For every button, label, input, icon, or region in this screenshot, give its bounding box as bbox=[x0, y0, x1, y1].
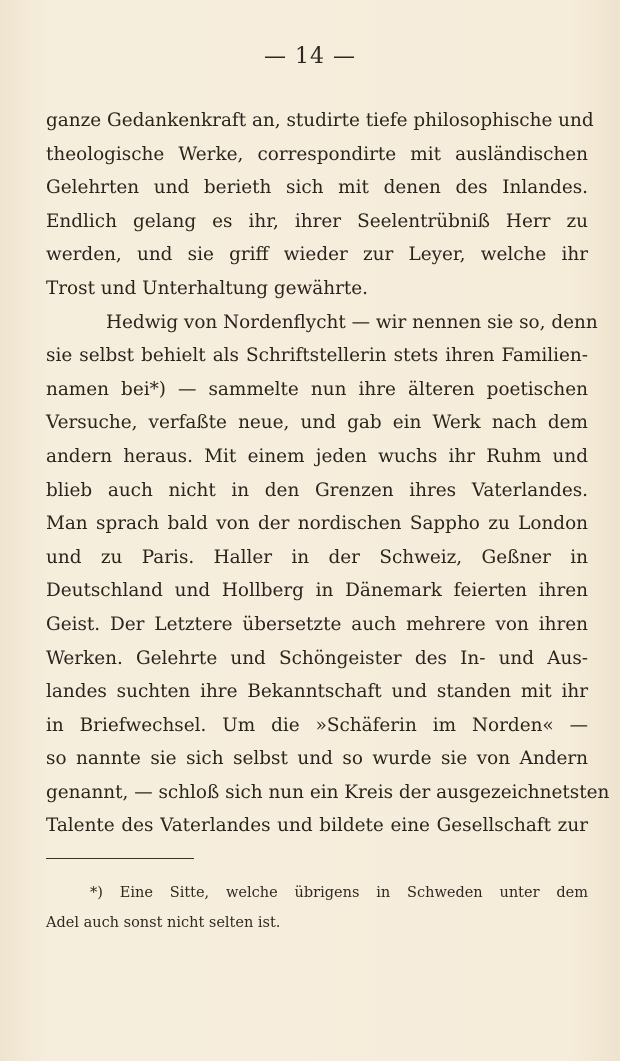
footnote bbox=[46, 878, 588, 938]
text-line: Trost und Unterhaltung gewährte. bbox=[46, 277, 369, 299]
text-line: genannt, — schloß sich nun ein Kreis der ausgezeichnetsten bbox=[46, 781, 610, 803]
text-line: sie selbst behielt als Schriftstellerin stets ihren Familien- bbox=[46, 345, 588, 367]
text-line: namen bei*) — sammelte nun ihre älteren poetischen bbox=[46, 378, 588, 400]
text-line: so nannte sie sich selbst und so wurde sie von Andern bbox=[46, 748, 588, 770]
text-line: blieb auch nicht in den Grenzen ihres Vaterlandes. bbox=[46, 479, 588, 501]
body-text bbox=[46, 104, 610, 843]
text-line: Versuche, verfaßte neue, und gab ein Werk nach dem bbox=[46, 412, 588, 434]
text-line: Werken. Gelehrte und Schöngeister des In- und Aus- bbox=[46, 647, 588, 669]
text-line: Geist. Der Letztere übersetzte auch mehrere von ihren bbox=[46, 613, 588, 635]
footnote-divider bbox=[46, 858, 194, 859]
footnote-line: Adel auch sonst nicht selten ist. bbox=[46, 915, 281, 931]
text-line: landes suchten ihre Bekanntschaft und standen mit ihr bbox=[46, 681, 588, 703]
text-line: andern heraus. Mit einem jeden wuchs ihr Ruhm und bbox=[46, 445, 588, 467]
text-line: Deutschland und Hollberg in Dänemark feierten ihren bbox=[46, 580, 588, 602]
footnote-line: *) Eine Sitte, welche übrigens in Schweden unter dem bbox=[90, 885, 588, 901]
text-line: Hedwig von Nordenflycht — wir nennen sie so, denn bbox=[106, 311, 598, 333]
text-line: Gelehrten und berieth sich mit denen des Inlandes. bbox=[46, 177, 588, 199]
text-line: Man sprach bald von der nordischen Sappho zu London bbox=[46, 513, 588, 535]
text-line: ganze Gedankenkraft an, studirte tiefe philosophische und bbox=[46, 110, 594, 131]
text-line: in Briefwechsel. Um die »Schäferin im Norden« — bbox=[46, 714, 588, 736]
text-line: theologische Werke, correspondirte mit ausländischen bbox=[46, 143, 588, 165]
text-line: und zu Paris. Haller in der Schweiz, Geßner in bbox=[46, 546, 588, 568]
page-number-header: — 14 — bbox=[264, 44, 356, 69]
text-line: werden, und sie griff wieder zur Leyer, welche ihr bbox=[46, 244, 588, 266]
text-line: Endlich gelang es ihr, ihrer Seelentrübniß Herr zu bbox=[46, 210, 588, 232]
text-line: Talente des Vaterlandes und bildete eine Gesellschaft zur bbox=[46, 815, 588, 837]
